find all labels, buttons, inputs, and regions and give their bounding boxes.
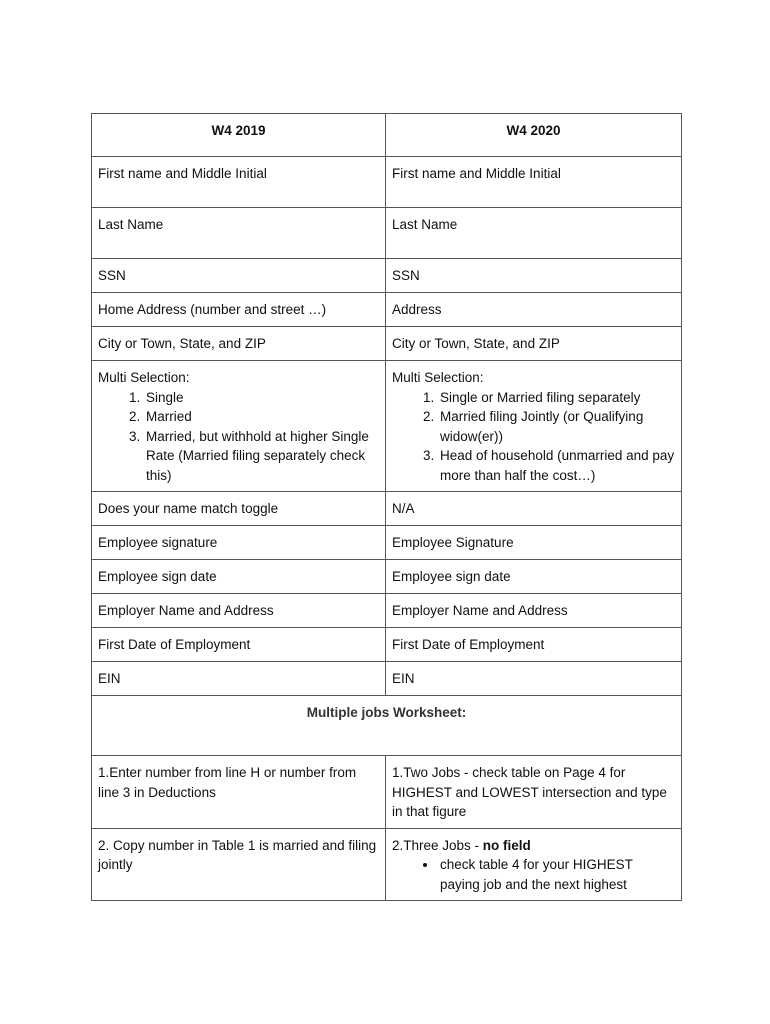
cell-2019: First Date of Employment	[92, 628, 386, 662]
cell-2020: EIN	[386, 662, 682, 696]
cell-2020: SSN	[386, 259, 682, 293]
cell-2020: 1.Two Jobs - check table on Page 4 for HIGHEST and LOWEST intersection and type in that figure	[386, 756, 682, 829]
cell-2020: First name and Middle Initial	[386, 157, 682, 208]
table-row	[92, 560, 682, 594]
cell-2020: Address	[386, 293, 682, 327]
cell-2019: Home Address (number and street …)	[92, 293, 386, 327]
cell-2019: 1.Enter number from line H or number from line 3 in Deductions	[92, 756, 386, 829]
list-item: 1. Single or Married filing separately	[438, 388, 675, 408]
table-row	[92, 594, 682, 628]
table-row	[92, 828, 682, 901]
cell-2020: Last Name	[386, 208, 682, 259]
table-row	[92, 293, 682, 327]
multi-selection-2019	[92, 361, 386, 492]
list-item: 1. Single	[144, 388, 379, 408]
filing-status-list	[98, 388, 379, 486]
filing-status-list	[392, 388, 675, 486]
multi-selection-title: Multi Selection:	[392, 370, 484, 385]
cell-2019: Employee sign date	[92, 560, 386, 594]
list-item: 3. Married, but withhold at higher Single Rate (Married filing separately check this)	[144, 427, 379, 486]
multi-selection-row	[92, 361, 682, 492]
table-row	[92, 662, 682, 696]
list-item: 2. Married filing Jointly (or Qualifying widow(er))	[438, 407, 675, 446]
bullet-list	[392, 855, 675, 894]
table-row	[92, 327, 682, 361]
table-row	[92, 208, 682, 259]
list-item: 2. Married	[144, 407, 379, 427]
cell-2019: Last Name	[92, 208, 386, 259]
cell-2019: Does your name match toggle	[92, 492, 386, 526]
header-w4-2020: W4 2020	[386, 114, 682, 157]
cell-2019: SSN	[92, 259, 386, 293]
table-row	[92, 526, 682, 560]
cell-2020: First Date of Employment	[386, 628, 682, 662]
header-row	[92, 114, 682, 157]
cell-2020: N/A	[386, 492, 682, 526]
table-row	[92, 157, 682, 208]
list-item: • check table 4 for your HIGHEST paying job and the next highest	[438, 855, 675, 894]
table-row	[92, 259, 682, 293]
w4-comparison-table	[91, 113, 682, 901]
no-field-label: no field	[482, 837, 531, 853]
table-row	[92, 756, 682, 829]
section-header-row	[92, 696, 682, 756]
table-row	[92, 492, 682, 526]
cell-2019: Employer Name and Address	[92, 594, 386, 628]
cell-2019: EIN	[92, 662, 386, 696]
cell-2019: 2. Copy number in Table 1 is married and filing jointly	[92, 828, 386, 901]
three-jobs-label: 2.Three Jobs -	[392, 837, 483, 853]
table-row	[92, 628, 682, 662]
multi-selection-title: Multi Selection:	[98, 370, 190, 385]
cell-2020: Employee Signature	[386, 526, 682, 560]
cell-2020: Employer Name and Address	[386, 594, 682, 628]
list-item: 3. Head of household (unmarried and pay more than half the cost…)	[438, 446, 675, 485]
cell-2019: First name and Middle Initial	[92, 157, 386, 208]
cell-2020	[386, 828, 682, 901]
cell-2019: City or Town, State, and ZIP	[92, 327, 386, 361]
header-w4-2019: W4 2019	[92, 114, 386, 157]
three-jobs-line	[392, 836, 675, 856]
cell-2020: Employee sign date	[386, 560, 682, 594]
multi-selection-2020	[386, 361, 682, 492]
multiple-jobs-worksheet-title: Multiple jobs Worksheet:	[92, 696, 682, 756]
cell-2020: City or Town, State, and ZIP	[386, 327, 682, 361]
cell-2019: Employee signature	[92, 526, 386, 560]
